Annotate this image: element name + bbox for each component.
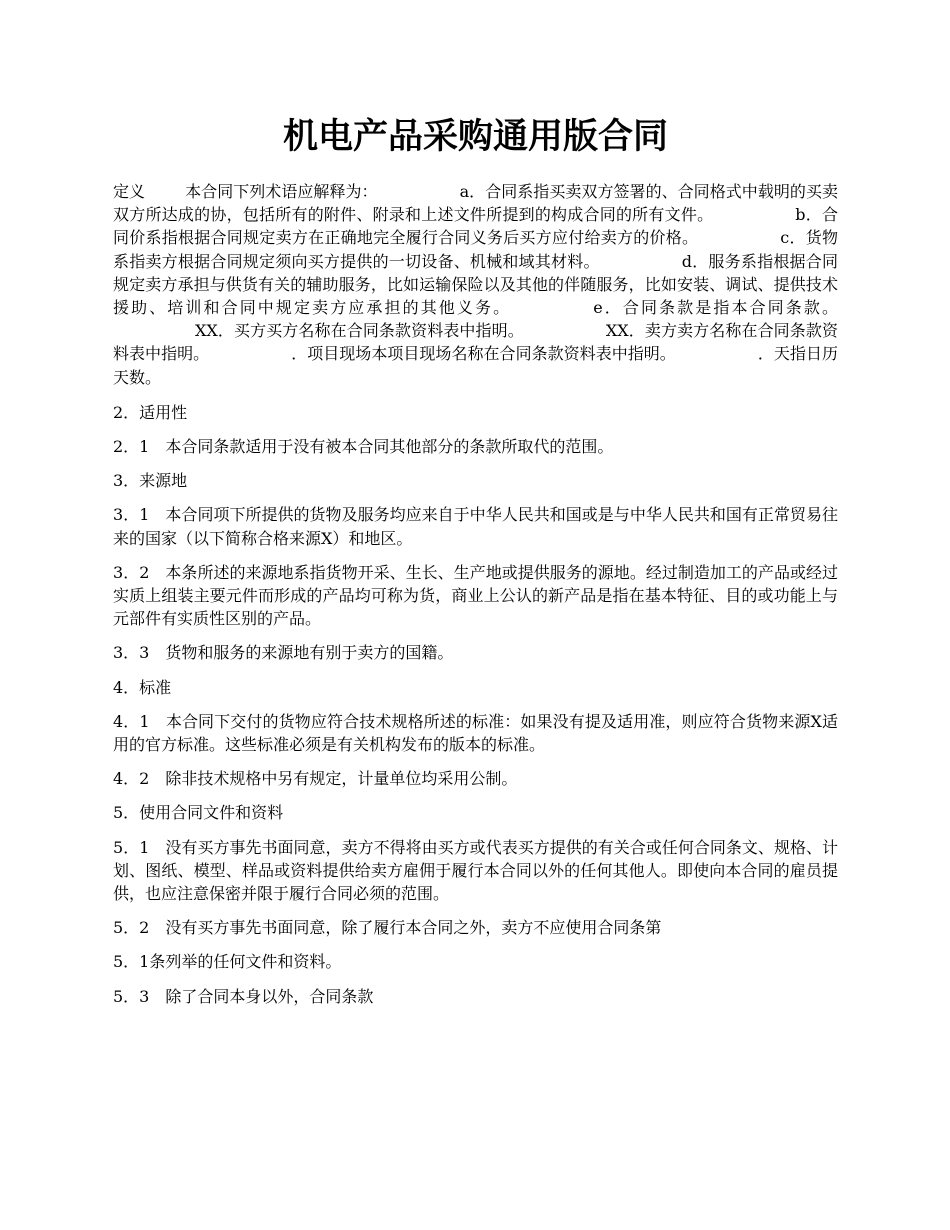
clause-5-2-continued: 5．1条列举的任何文件和资料。 (113, 952, 342, 972)
document-page (113, 0, 838, 1008)
document-title: 机电产品采购通用版合同 (282, 116, 668, 157)
definition-item-buyer: XX．买方买方名称在合同条款资料表中指明。 (195, 321, 524, 341)
definition-item-seller: XX．卖方卖方名称在合同条款资料表中指明。 (113, 321, 838, 364)
definitions-heading: 定义 (113, 182, 146, 201)
clause-4-2: 4．2 除非技术规格中另有规定，计量单位均采用公制。 (113, 769, 518, 789)
clause-3-2: 3．2 本条所述的来源地系指货物开采、生长、生产地或提供服务的源地。经过制造加工的产品或经过实质上组装主要元件而形成的产品均可称为货，商业上公认的新产品是指在基本特征、目的或功能上与元部件有实质性区别的产品。 (113, 562, 838, 629)
section-heading-standards: 4．标准 (113, 677, 172, 697)
section-heading-origin: 3．来源地 (113, 471, 188, 491)
definition-item-day: ．天指日历天数。 (113, 344, 838, 387)
definition-item-d: d．服务系指根据合同规定卖方承担与供货有关的辅助服务，比如运输保险以及其他的伴随服务，比如安装、调试、提供技术援助、培训和合同中规定卖方应承担的其他义务。 (113, 251, 838, 318)
definitions-intro: 本合同下列术语应解释为： (185, 182, 378, 201)
section-heading-applicability: 2．适用性 (113, 402, 188, 422)
clause-4-1: 4．1 本合同下交付的货物应符合技术规格所述的标准：如果没有提及适用准，则应符合货物来源X适用的官方标准。这些标准必须是有关机构发布的版本的标准。 (113, 711, 838, 755)
clause-5-3: 5．3 除了合同本身以外，合同条款 (113, 986, 374, 1006)
section-heading-documents: 5．使用合同文件和资料 (113, 803, 284, 823)
clause-5-2: 5．2 没有买方事先书面同意，除了履行本合同之外，卖方不应使用合同条第 (113, 918, 662, 938)
definition-item-c: c．货物系指卖方根据合同规定须向买方提供的一切设备、机械和域其材料。 (113, 228, 838, 271)
definition-item-e: e．合同条款是指本合同条款。 (593, 298, 838, 318)
definition-item-site: ．项目现场本项目现场名称在合同条款资料表中指明。 (291, 344, 676, 364)
clause-3-3: 3．3 货物和服务的来源地有别于卖方的国籍。 (113, 643, 454, 663)
clause-5-1: 5．1 没有买方事先书面同意，卖方不得将由买方或代表买方提供的有关合或任何合同条文、规格、计划、图纸、模型、样品或资料提供给卖方雇佣于履行本合同以外的任何其他人。即使向本合同的雇员提供，也应注意保密并限于履行合同必须的范围。 (113, 837, 838, 904)
definitions-block (113, 180, 838, 389)
clause-3-1: 3．1 本合同项下所提供的货物及服务均应来自于中华人民共和国或是与中华人民共和国有正常贸易往来的国家（以下简称合格来源X）和地区。 (113, 505, 838, 548)
definition-item-a: a．合同系指买卖双方签署的、合同格式中载明的买卖双方所达成的协，包括所有的附件、附录和上述文件所提到的构成合同的所有文件。 (113, 182, 838, 225)
definition-item-b: b．合同价系指根据合同规定卖方在正确地完全履行合同义务后买方应付给卖方的价格。 (113, 205, 838, 248)
clause-2-1: 2．1 本合同条款适用于没有被本合同其他部分的条款所取代的范围。 (113, 437, 614, 457)
